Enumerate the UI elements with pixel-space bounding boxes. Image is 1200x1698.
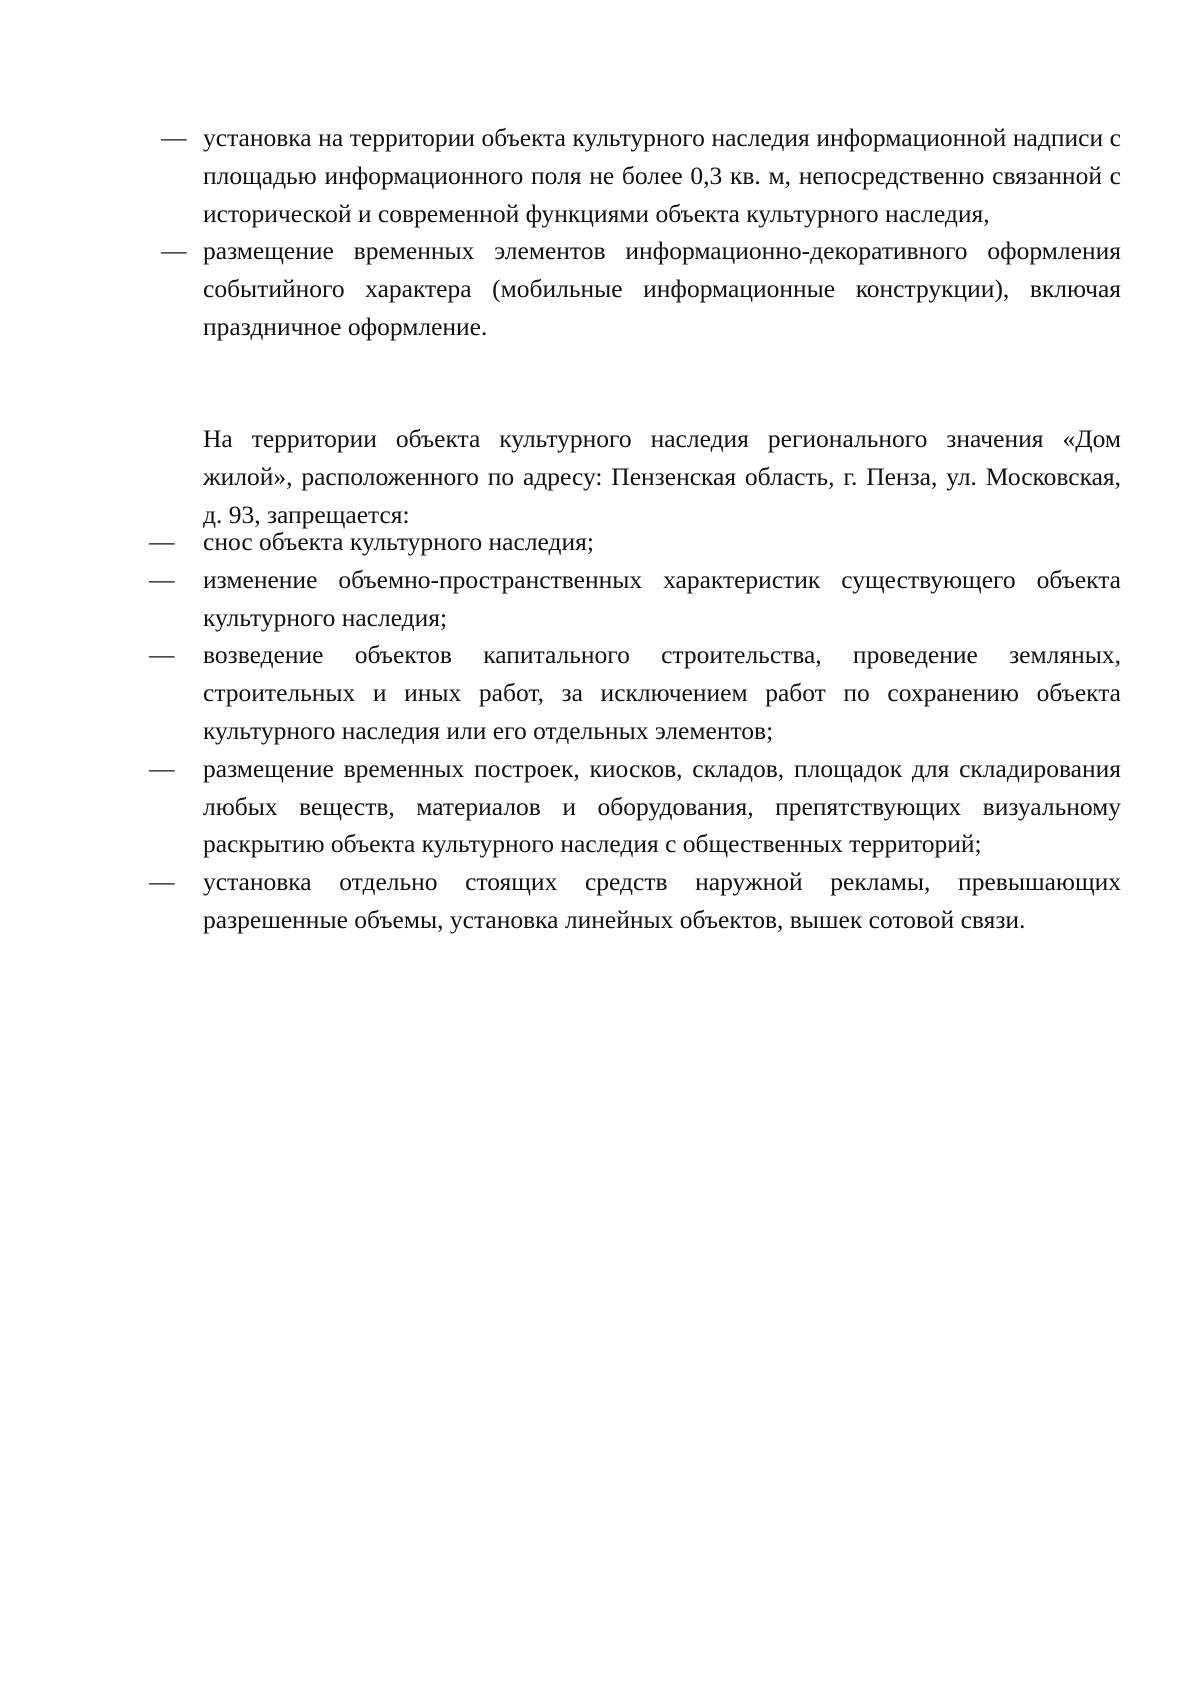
list-item — [161, 119, 1121, 232]
list-item — [149, 523, 1121, 561]
list-item — [149, 636, 1121, 749]
dash-bullet: — — [161, 123, 187, 152]
list-item — [149, 561, 1121, 637]
permitted-list — [161, 119, 1121, 346]
list-item-text: возведение объектов капитального строительства, проведение земляных, строительных и иных работ, за исключением работ по сохранению объекта культурного наследия или его отдельных элементов; — [203, 640, 1121, 745]
restriction-paragraph: На территории объекта культурного наследия регионального значения «Дом жилой», расположенного по адресу: Пензенская область, г. Пенза, ул. Московская, д. 93, запрещается: — [203, 424, 1121, 529]
dash-bullet: — — [161, 236, 187, 266]
list-item — [149, 750, 1121, 863]
list-item-text: изменение объемно-пространственных характеристик существующего объекта культурного наследия; — [203, 564, 1121, 632]
dash-bullet: — — [149, 564, 175, 594]
list-item-text: размещение временных элементов информационно-декоративного оформления событийного характера (мобильные информационные конструкции), включая праздничное оформление. — [203, 236, 1121, 341]
dash-bullet: — — [149, 527, 175, 556]
list-item-text: снос объекта культурного наследия; — [203, 527, 594, 556]
dash-bullet: — — [149, 867, 175, 897]
list-item-text: установка отдельно стоящих средств наружной рекламы, превышающих разрешенные объемы, установка линейных объектов, вышек сотовой связи. — [203, 867, 1121, 934]
prohibited-list — [149, 523, 1121, 939]
dash-bullet: — — [149, 753, 175, 783]
list-item-text: установка на территории объекта культурного наследия информационной надписи с площадью информационного поля не более 0,3 кв. м, непосредственно связанной с исторической и современной функциями объекта культурного наследия, — [203, 123, 1121, 228]
list-item-text: размещение временных построек, киосков, складов, площадок для складирования любых веществ, материалов и оборудования, препятствующих визуальному раскрытию объекта культурного наследия с общественных территорий; — [203, 753, 1121, 859]
list-item — [149, 863, 1121, 939]
list-item — [161, 232, 1121, 345]
dash-bullet: — — [149, 640, 175, 670]
